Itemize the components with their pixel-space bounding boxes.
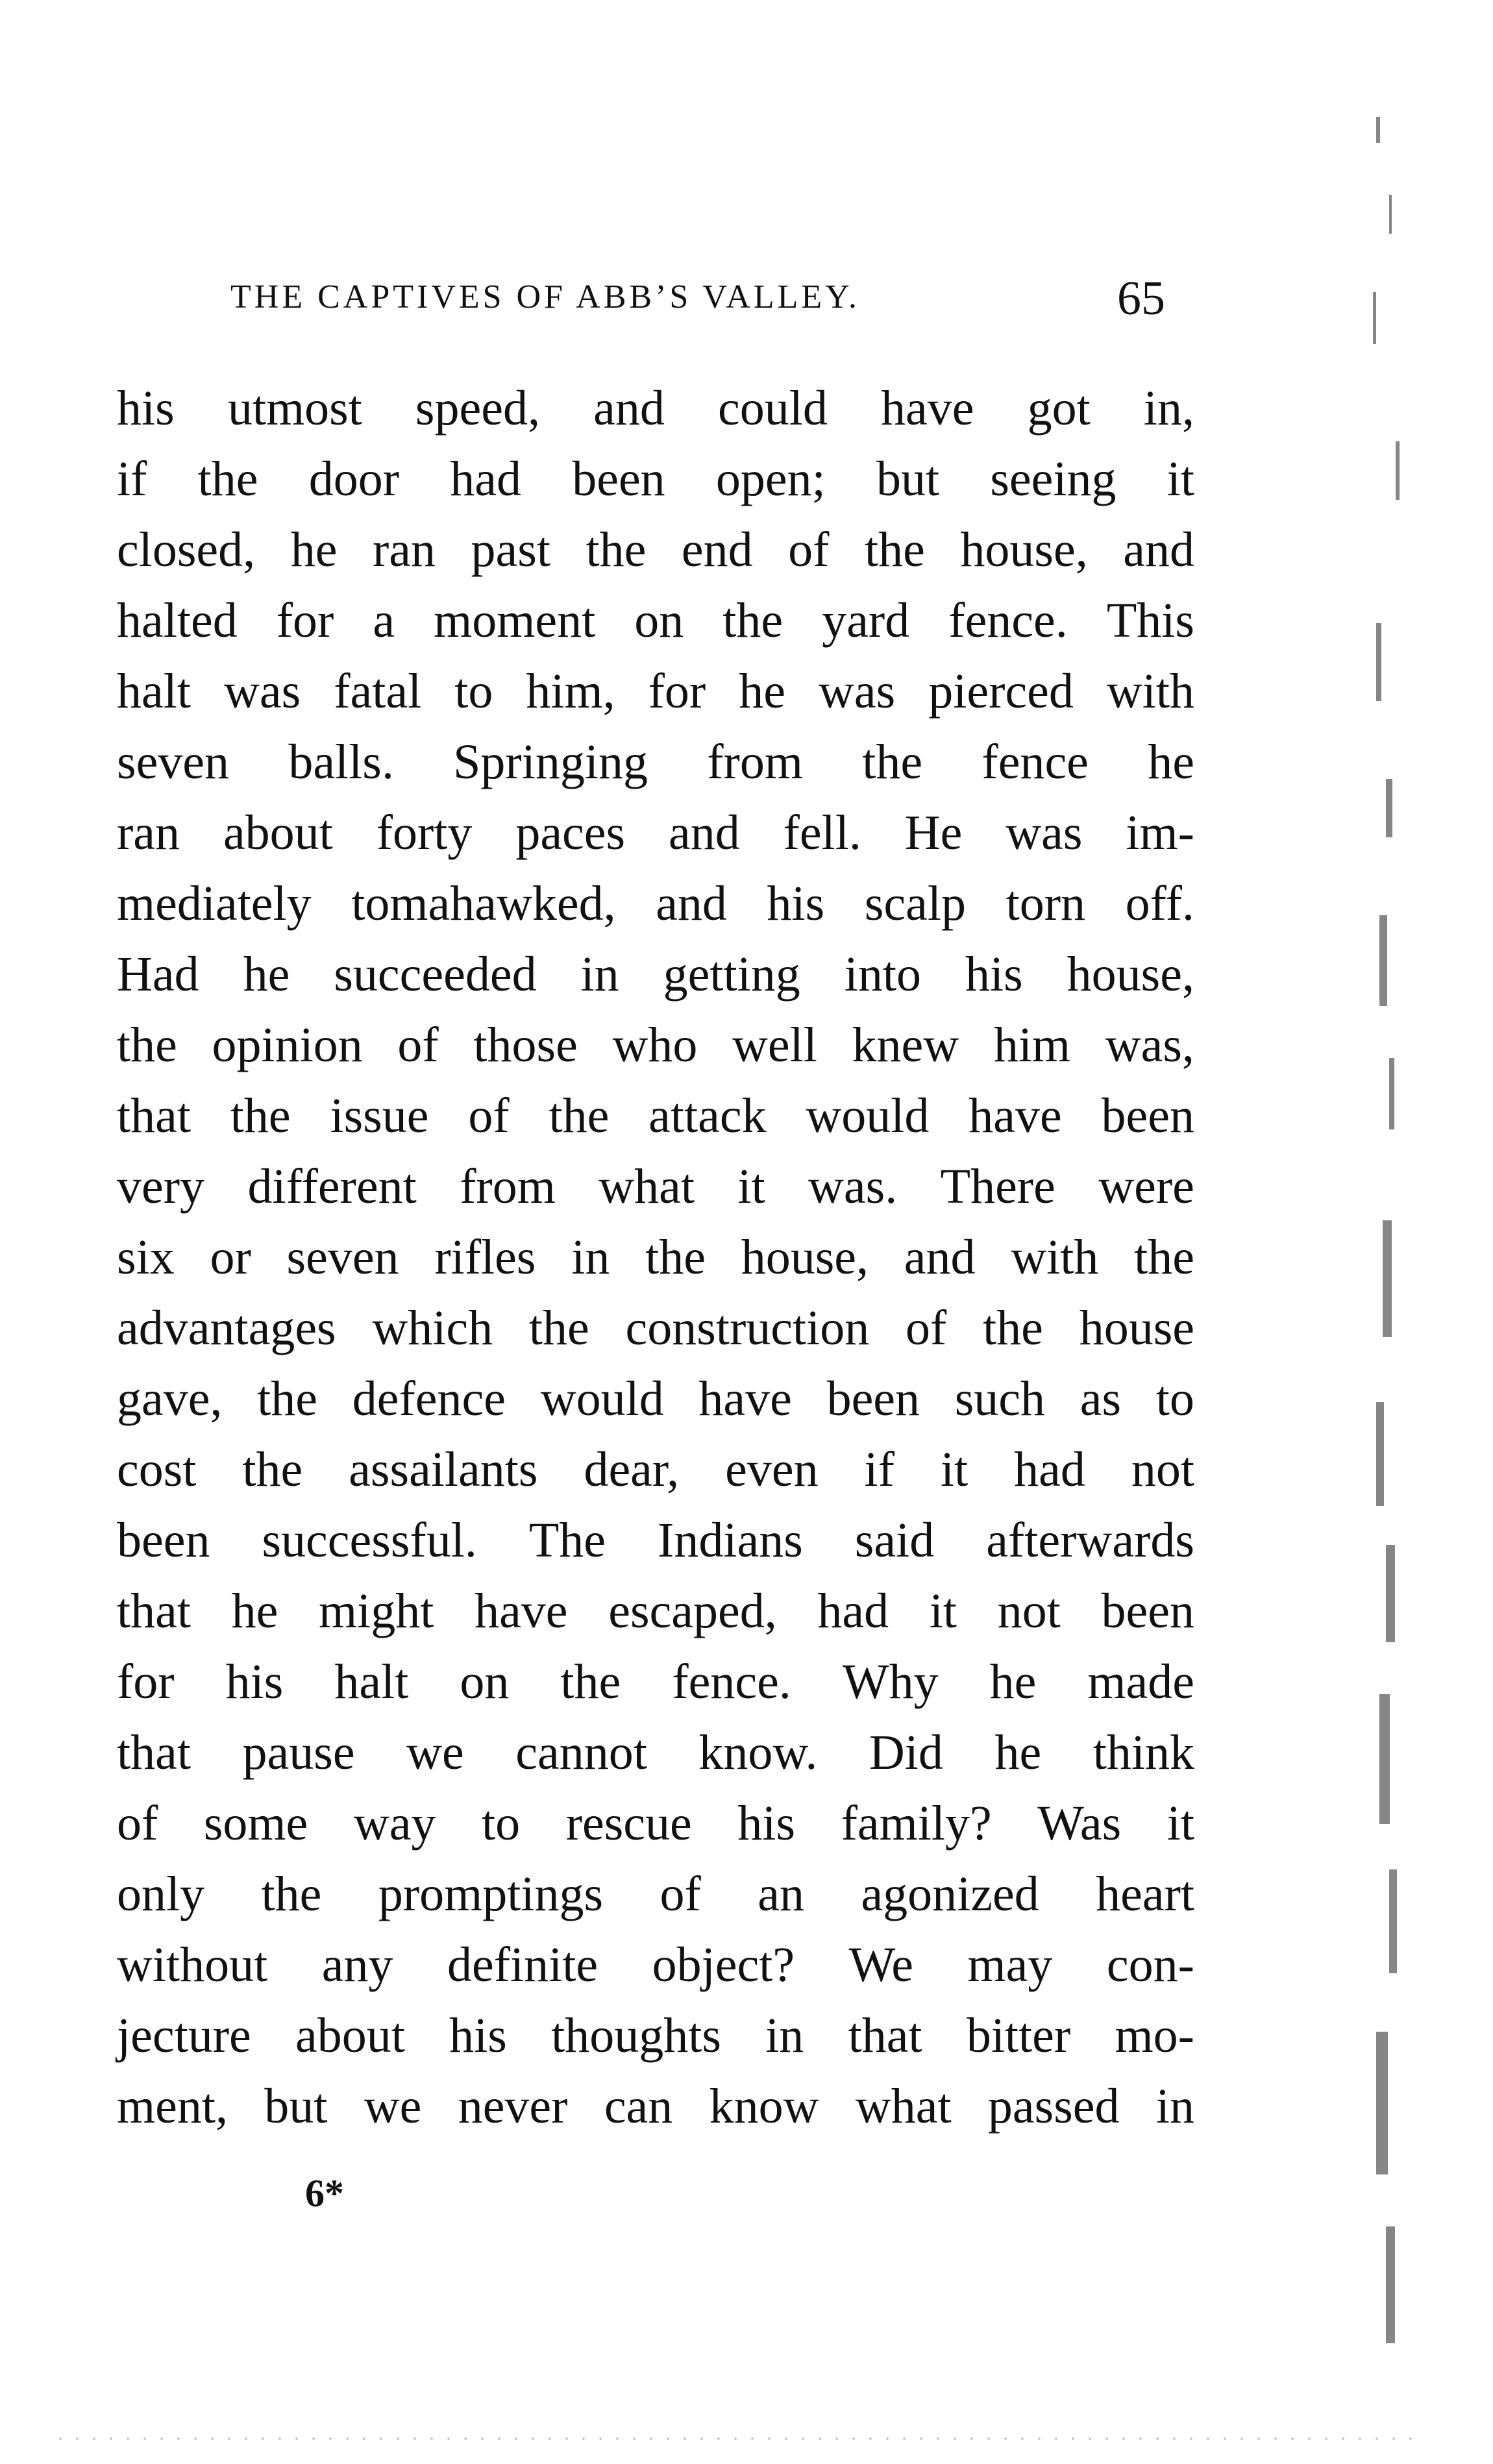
scan-speck	[1379, 915, 1387, 1006]
running-title: THE CAPTIVES OF ABB’S VALLEY.	[230, 278, 860, 315]
text-line: his utmost speed, and could have got in,	[117, 381, 1194, 436]
scan-bottom-specks	[52, 2437, 1415, 2440]
text-line: been successful. The Indians said afterwards	[117, 1513, 1194, 1568]
text-line: Had he succeeded in getting into his house,	[117, 947, 1194, 1002]
scan-speck	[1389, 1869, 1397, 1973]
text-line: cost the assailants dear, even if it had not	[117, 1442, 1194, 1497]
text-line: jecture about his thoughts in that bitter mo-	[117, 2008, 1194, 2063]
scan-speck	[1389, 195, 1392, 234]
scan-speck	[1373, 292, 1376, 344]
text-line: halted for a moment on the yard fence. This	[117, 593, 1194, 648]
scan-speck	[1376, 117, 1380, 143]
text-line: halt was fatal to him, for he was pierced with	[117, 664, 1194, 719]
scan-speck	[1383, 1220, 1392, 1337]
scan-speck	[1386, 1545, 1395, 1642]
text-line: that he might have escaped, had it not been	[117, 1584, 1194, 1638]
scan-speck	[1386, 2226, 1395, 2343]
scan-speck	[1376, 1402, 1384, 1506]
scan-speck	[1376, 2032, 1388, 2174]
text-line: of some way to rescue his family? Was it	[117, 1796, 1194, 1851]
running-header	[230, 271, 1165, 330]
text-line: that pause we cannot know. Did he think	[117, 1725, 1194, 1780]
text-line: ment, but we never can know what passed in	[117, 2079, 1194, 2134]
text-line: if the door had been open; but seeing it	[117, 452, 1194, 506]
scan-speck	[1396, 441, 1400, 500]
text-line: gave, the defence would have been such as to	[117, 1372, 1194, 1426]
page-number: 65	[1117, 272, 1165, 325]
text-line: without any definite object? We may con-	[117, 1938, 1194, 1992]
text-line: advantages which the construction of the house	[117, 1301, 1194, 1355]
text-line: for his halt on the fence. Why he made	[117, 1655, 1194, 1709]
signature-mark: 6*	[305, 2172, 344, 2215]
text-line: very different from what it was. There were	[117, 1159, 1194, 1214]
text-line: closed, he ran past the end of the house, and	[117, 523, 1194, 577]
text-line: mediately tomahawked, and his scalp torn off.	[117, 876, 1194, 931]
text-line: that the issue of the attack would have been	[117, 1089, 1194, 1143]
text-line: seven balls. Springing from the fence he	[117, 735, 1194, 789]
scan-speck	[1379, 1694, 1390, 1824]
scan-speck	[1389, 1058, 1394, 1129]
text-line: the opinion of those who well knew him was,	[117, 1018, 1194, 1072]
body-text	[117, 373, 1194, 2142]
scan-speck	[1386, 779, 1392, 837]
text-line: only the promptings of an agonized heart	[117, 1867, 1194, 1921]
scan-edge-artifacts	[1350, 117, 1441, 2350]
text-line: ran about forty paces and fell. He was im-	[117, 806, 1194, 860]
text-line: six or seven rifles in the house, and with the	[117, 1230, 1194, 1285]
scan-speck	[1376, 623, 1381, 701]
